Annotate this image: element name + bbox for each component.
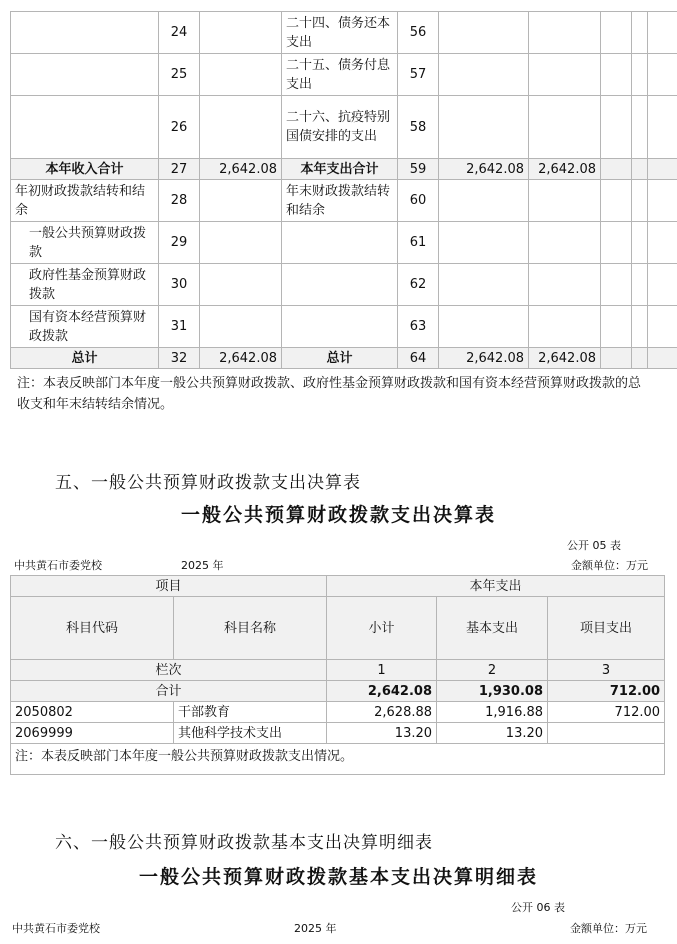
value-cell [439,264,529,306]
total-label: 合计 [11,681,327,702]
row-subtotal: 2,628.88 [327,702,437,723]
value-cell [648,348,677,369]
row-code: 2050802 [11,702,174,723]
value-cell [439,54,529,96]
value-cell: 2,642.08 [439,159,529,180]
left-value [200,222,282,264]
column-number-row [11,660,665,681]
value-cell [648,12,677,54]
left-label: 政府性基金预算财政拨款 [11,264,159,306]
value-cell [632,180,648,222]
left-value: 2,642.08 [200,159,282,180]
section6-heading: 六、一般公共预算财政拨款基本支出决算明细表 [55,833,433,853]
header-project: 项目支出 [548,597,665,660]
header-name: 科目名称 [174,597,327,660]
left-line-no: 31 [159,306,200,348]
left-value [200,54,282,96]
right-line-no: 60 [398,180,439,222]
table-row [11,723,665,744]
table-row [11,702,665,723]
value-cell [601,159,632,180]
value-cell [632,222,648,264]
left-label: 本年收入合计 [11,159,159,180]
section6-unit: 金额单位：万元 [570,922,647,935]
left-value [200,264,282,306]
value-cell [632,264,648,306]
total-subtotal: 2,642.08 [327,681,437,702]
value-cell: 2,642.08 [529,159,601,180]
right-line-no: 64 [398,348,439,369]
right-line-no: 59 [398,159,439,180]
table-row-year-total [11,159,677,180]
value-cell [648,264,677,306]
left-label: 年初财政拨款结转和结余 [11,180,159,222]
value-cell [632,159,648,180]
expenditure-table [10,575,665,775]
value-cell [529,306,601,348]
header-subtotal: 小计 [327,597,437,660]
right-label: 本年支出合计 [282,159,398,180]
table-row [11,12,677,54]
total-row [11,681,665,702]
header-basic: 基本支出 [437,597,548,660]
value-cell [601,12,632,54]
row-basic: 1,916.88 [437,702,548,723]
value-cell [601,180,632,222]
header-code: 科目代码 [11,597,174,660]
value-cell [529,180,601,222]
row-project: 712.00 [548,702,665,723]
left-line-no: 24 [159,12,200,54]
value-cell [648,159,677,180]
value-cell: 2,642.08 [439,348,529,369]
right-label [282,306,398,348]
row-subtotal: 13.20 [327,723,437,744]
right-label [282,222,398,264]
value-cell [529,222,601,264]
total-basic: 1,930.08 [437,681,548,702]
right-label [282,264,398,306]
value-cell [648,180,677,222]
section5-year: 2025 年 [181,559,224,572]
left-value [200,306,282,348]
col-2: 2 [437,660,548,681]
value-cell [529,96,601,159]
left-value [200,96,282,159]
left-line-no: 27 [159,159,200,180]
value-cell [632,348,648,369]
section6-year: 2025 年 [294,922,337,935]
right-label: 总计 [282,348,398,369]
right-line-no: 57 [398,54,439,96]
left-value: 2,642.08 [200,348,282,369]
row-name: 干部教育 [174,702,327,723]
header-current-year: 本年支出 [327,576,665,597]
left-label: 总计 [11,348,159,369]
header-item: 项目 [11,576,327,597]
right-line-no: 62 [398,264,439,306]
value-cell [601,222,632,264]
value-cell [601,306,632,348]
section5-form-no: 公开 05 表 [567,539,621,552]
right-line-no: 56 [398,12,439,54]
right-line-no: 63 [398,306,439,348]
value-cell [648,306,677,348]
total-project: 712.00 [548,681,665,702]
section5-heading: 五、一般公共预算财政拨款支出决算表 [55,473,361,493]
value-cell [632,96,648,159]
left-line-no: 29 [159,222,200,264]
table-row [11,306,677,348]
table1-note: 注：本表反映部门本年度一般公共预算财政拨款、政府性基金预算财政拨款和国有资本经营预算财政拨款的总收支和年末结转结余情况。 [17,376,642,412]
income-expense-table [10,11,677,369]
value-cell [529,264,601,306]
row-project [548,723,665,744]
value-cell [439,306,529,348]
section5-title: 一般公共预算财政拨款支出决算表 [180,504,496,526]
header-row [11,576,665,597]
table-row [11,264,677,306]
left-line-no: 28 [159,180,200,222]
value-cell [648,222,677,264]
section6-org: 中共黄石市委党校 [12,922,100,935]
left-line-no: 30 [159,264,200,306]
left-label [11,96,159,159]
value-cell [529,12,601,54]
value-cell [439,96,529,159]
note-row [11,744,665,775]
left-label: 一般公共预算财政拨款 [11,222,159,264]
value-cell [529,54,601,96]
value-cell [648,96,677,159]
left-line-no: 32 [159,348,200,369]
right-label: 二十五、债务付息支出 [282,54,398,96]
col-label: 栏次 [11,660,327,681]
row-code: 2069999 [11,723,174,744]
value-cell [601,96,632,159]
value-cell [439,180,529,222]
table-row [11,54,677,96]
right-label: 二十四、债务还本支出 [282,12,398,54]
left-value [200,180,282,222]
value-cell [632,54,648,96]
table-row [11,96,677,159]
section6-title: 一般公共预算财政拨款基本支出决算明细表 [138,866,538,888]
value-cell [439,12,529,54]
table-row [11,222,677,264]
right-line-no: 61 [398,222,439,264]
value-cell: 2,642.08 [529,348,601,369]
table-row-grand-total [11,348,677,369]
row-basic: 13.20 [437,723,548,744]
value-cell [601,264,632,306]
section5-note: 注：本表反映部门本年度一般公共预算财政拨款支出情况。 [11,744,665,775]
value-cell [632,12,648,54]
left-value [200,12,282,54]
value-cell [601,54,632,96]
section6-form-no: 公开 06 表 [511,901,565,914]
value-cell [439,222,529,264]
value-cell [601,348,632,369]
left-label [11,12,159,54]
value-cell [648,54,677,96]
section5-unit: 金额单位：万元 [571,559,648,572]
table-row [11,180,677,222]
right-line-no: 58 [398,96,439,159]
row-name: 其他科学技术支出 [174,723,327,744]
value-cell [632,306,648,348]
col-1: 1 [327,660,437,681]
col-3: 3 [548,660,665,681]
left-label: 国有资本经营预算财政拨款 [11,306,159,348]
right-label: 二十六、抗疫特别国债安排的支出 [282,96,398,159]
left-line-no: 25 [159,54,200,96]
right-label: 年末财政拨款结转和结余 [282,180,398,222]
section5-org: 中共黄石市委党校 [14,559,102,572]
left-label [11,54,159,96]
left-line-no: 26 [159,96,200,159]
header-row [11,597,665,660]
